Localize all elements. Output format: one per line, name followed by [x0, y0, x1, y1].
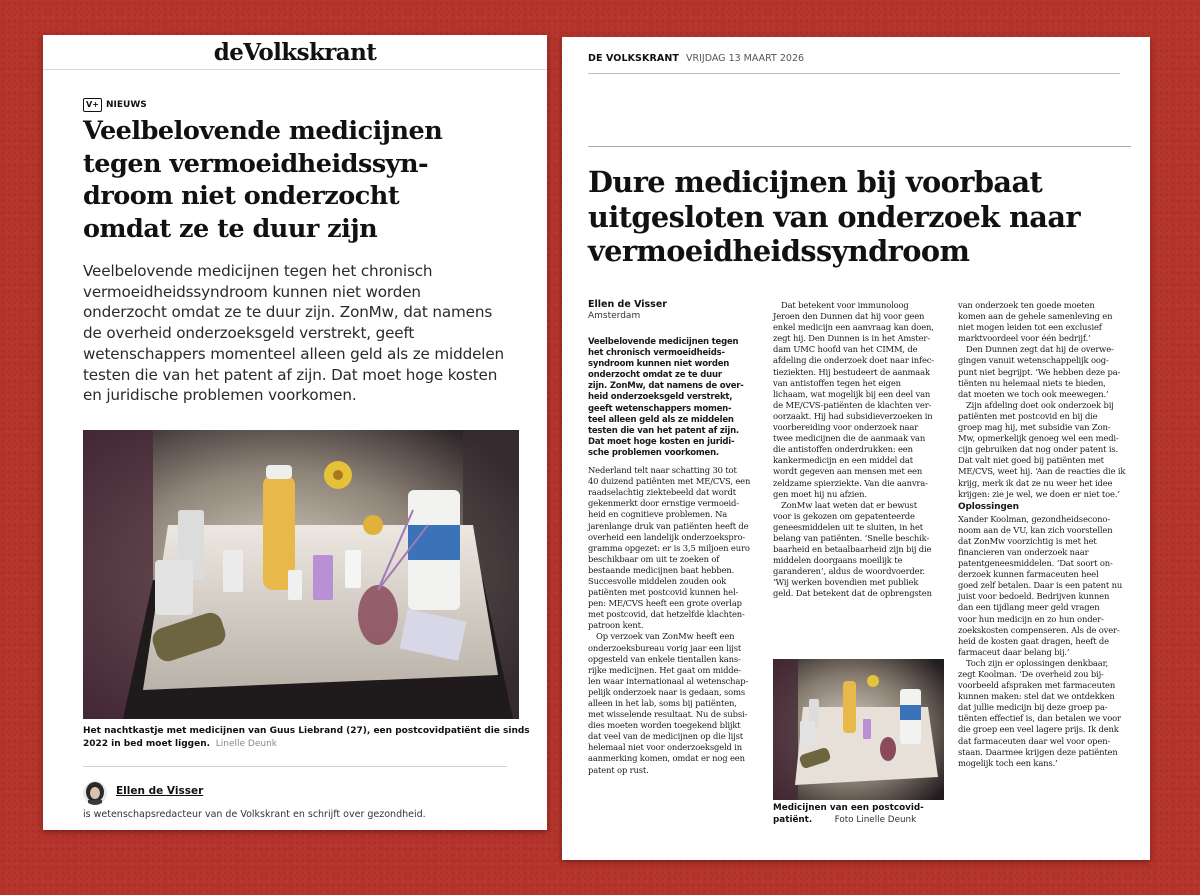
caption-text: Het nachtkastje met medicijnen van Guus Liebrand (27), een postcovidpatiënt die sinds — [83, 726, 530, 736]
text-line: kunnen maken: stel dat we ontdekken — [958, 691, 1115, 702]
text-line: overheid een landelijk onderzoekspro- — [588, 531, 746, 542]
text-line: geeft wetenschappers momen- — [588, 403, 732, 414]
byline-name: Ellen de Visser — [588, 299, 667, 310]
text-line: met postcovid, dat hetzelfde klachten- — [588, 609, 745, 620]
text-line: dat jullie medicijn bij deze groep pa- — [958, 702, 1108, 713]
text-line: dam UMC hoofd van het CIMM, de — [773, 344, 918, 355]
photo-caption — [83, 725, 543, 751]
text-line: aanmerking komen, omdat er nog een — [588, 753, 745, 764]
text-line: heid en cognitieve problemen. Na — [588, 509, 728, 520]
body-paragraph — [958, 300, 1136, 344]
byline-place: Amsterdam — [588, 311, 641, 321]
text-line: onderzoeksbureau vorig jaar een lijst — [588, 642, 742, 653]
headline-line: Dure medicijnen bij voorbaat — [588, 165, 1043, 199]
text-line: heid de kosten gaat dragen, heeft de — [958, 635, 1109, 646]
text-line: zijn. ZonMw, dat namens de over- — [588, 381, 744, 392]
text-line: testen die van het patent af zijn. — [588, 425, 739, 436]
text-line: garanderen’, aldus de woordvoerder. — [773, 566, 925, 577]
text-line: 40 duizend patiënten met ME/CVS, een — [588, 476, 751, 487]
subheading: Oplossingen — [958, 501, 1019, 512]
text-line: zegt hij. Den Dunnen is in het Amster- — [773, 333, 930, 344]
text-line: krijg, merk ik dat ze nu weer het idee — [958, 477, 1113, 488]
text-line: oorzaakt. Hij had subsidieverzoeken in — [773, 410, 933, 421]
text-line: voorbeeld afspraken met farmaceuten — [958, 680, 1116, 691]
text-line: van onderzoek ten goede moeten — [958, 300, 1095, 310]
headline-line: vermoeidheidssyndroom — [588, 234, 970, 268]
text-line: raadselachtig ziektebeeld dat wordt — [588, 487, 736, 498]
print-medicines-photo[interactable] — [773, 659, 944, 800]
text-line: zegt Koolman. ‘De overheid zou bij- — [958, 669, 1104, 679]
caption-credit: Linelle Deunk — [215, 739, 277, 749]
headline-line: tegen vermoeidheidssyn- — [83, 148, 429, 179]
article-headline — [83, 115, 543, 245]
text-line: opgesteld van enkele tientallen kans- — [588, 653, 741, 664]
text-line: gingen vanuit wetenschappelijk oog- — [958, 355, 1109, 366]
text-line: beschikbaar om uit te zoeken of — [588, 553, 720, 564]
text-line: teel alleen geld als ze middelen — [588, 414, 734, 425]
text-line: pelijk onderzoek naar is gedaan, soms — [588, 686, 746, 697]
intro-line: onderzocht omdat ze te duur zijn. ZonMw, dat namens — [83, 303, 493, 322]
body-paragraph — [773, 300, 951, 500]
text-line: Op verzoek van ZonMw heeft een — [596, 631, 735, 642]
text-line: die groep een veel lagere prijs. Ik denk — [958, 724, 1119, 735]
text-line: derzoek kunnen farmaceuten heel — [958, 569, 1099, 580]
text-line: rijke medicijnen. Het gaat om midde- — [588, 664, 741, 675]
caption-text: 2022 in bed moet liggen. — [83, 739, 211, 749]
text-line: juist voor bedoeld. Bedrijven kunnen — [958, 591, 1110, 602]
nightstand-medicines-photo[interactable] — [83, 430, 519, 719]
text-line: dan een tijdlang meer geld vragen — [958, 602, 1100, 613]
section-label[interactable]: NIEUWS — [106, 100, 147, 110]
author-avatar[interactable] — [83, 781, 107, 805]
text-line: Xander Koolman, gezondheidsecono- — [958, 513, 1110, 524]
text-line: patiënten met postcovid en bij die — [958, 410, 1098, 421]
body-paragraph — [588, 631, 766, 775]
body-paragraph — [773, 500, 951, 600]
column-2 — [773, 300, 951, 600]
text-line: patent op rust. — [588, 764, 649, 775]
text-line: dat moeten we toch ook meewegen.’ — [958, 388, 1109, 399]
intro-line: vermoeidheidssyndroom kunnen niet worden — [83, 282, 421, 301]
article-intro — [83, 261, 543, 406]
text-line: bestaande medicijnen baat hebben. — [588, 564, 735, 575]
text-line: zeldzame spierziekte. Van die aanvra- — [773, 477, 928, 488]
text-line: niet mogen leiden tot een exclusief — [958, 322, 1102, 333]
headline-line: omdat ze te duur zijn — [83, 213, 378, 244]
print-article-panel — [562, 37, 1150, 860]
paper-header — [588, 53, 804, 64]
text-line: dat farmaceuten daar wel voor open- — [958, 735, 1111, 746]
author-bio: is wetenschapsredacteur van de Volkskrant en schrijft over gezondheid. — [83, 809, 426, 820]
body-paragraph — [958, 658, 1136, 769]
text-line: Jeroen den Dunnen dat hij voor geen — [773, 311, 925, 322]
caption-line-2 — [773, 814, 951, 826]
body-paragraph — [958, 400, 1136, 500]
text-line: wordt gegeven aan mensen met een — [773, 466, 923, 477]
text-line: tiënten nu helemaal niets te bieden, — [958, 377, 1106, 388]
text-line: dat veel van de medicijnen op die lijst — [588, 731, 743, 742]
text-line: ‘Wij werken bovendien met publiek — [773, 577, 919, 588]
text-line: voor is gekozen om gepatenteerde — [773, 510, 915, 521]
text-line: pen: ME/CVS heeft een grote overlap — [588, 598, 742, 609]
text-line: patentgeneesmiddelen. ‘Dat soort on- — [958, 558, 1113, 569]
text-line: geneesmiddelen uit te sluiten, in het — [773, 521, 923, 532]
text-line: noom aan de VU, kan zich voorstellen — [958, 524, 1113, 535]
text-line: de ME/CVS-patiënten de klachten ver- — [773, 399, 932, 410]
vplus-badge-icon: V+ — [83, 98, 102, 112]
text-line: middelen doorgaans moeilijk te — [773, 555, 903, 566]
text-line: tieziekten. Hij bestudeert de aanmaak — [773, 366, 930, 377]
intro-line: testen die van het patent af zijn. Dat moet hoge kosten — [83, 365, 498, 384]
intro-line: wetenschappers momenteel alleen geld als ze middelen — [83, 344, 505, 363]
column-3 — [958, 300, 1136, 769]
caption-line-1 — [773, 802, 951, 814]
masthead-divider — [43, 69, 547, 70]
photo-credit: Foto Linelle Deunk — [834, 815, 917, 825]
text-line: helemaal niet voor onderzoeksgeld in — [588, 742, 743, 753]
headline-rule — [588, 146, 1131, 147]
text-line: kankermedicijn en een middel dat — [773, 455, 913, 466]
text-line: zoekskosten compenseren. Als de over- — [958, 624, 1120, 635]
text-line: financieren van onderzoek naar — [958, 546, 1089, 557]
text-line: lichaam, wat mogelijk bij een deel van — [773, 388, 931, 399]
text-line: gen moet hij nu afzien. — [773, 488, 867, 499]
caption-text: patiënt. — [773, 815, 813, 825]
masthead-logo[interactable]: deVolkskrant — [213, 39, 377, 66]
headline-line: Veelbelovende medicijnen — [83, 116, 443, 146]
author-divider — [83, 766, 507, 767]
text-line: Dat valt niet goed bij patiënten met — [958, 455, 1104, 466]
lead-paragraph — [588, 337, 766, 459]
text-line: van antistoffen tegen het eigen — [773, 377, 901, 388]
text-line: ZonMw laat weten dat er bewust — [781, 499, 917, 510]
text-line: farmaceut daar belang bij.’ — [958, 646, 1070, 657]
text-line: ME/CVS, weet hij. ‘Aan de reacties die ik — [958, 466, 1126, 477]
intro-line: Veelbelovende medicijnen tegen het chronisch — [83, 262, 433, 280]
text-line: punt niet begrijpt. ‘We hebben deze pa- — [958, 366, 1121, 377]
print-photo-caption — [773, 802, 951, 826]
text-line: voor hun medicijn en zo hun onder- — [958, 613, 1104, 624]
text-line: cijn gebruiken dat nog onder patent is. — [958, 444, 1119, 455]
text-line: afdeling die onderzoek doet naar infec- — [773, 355, 934, 366]
column-1 — [588, 337, 766, 776]
caption-text: Medicijnen van een postcovid- — [773, 803, 924, 813]
headline-line: uitgesloten van onderzoek naar — [588, 199, 1080, 234]
text-line: marktvoordeel voor één bedrijf.’ — [958, 333, 1091, 344]
website-article-panel — [43, 35, 547, 830]
print-headline — [588, 165, 1128, 269]
text-line: jarenlange druk van patiënten heeft de — [588, 520, 749, 531]
text-line: mogelijk toch een kans.’ — [958, 757, 1058, 768]
text-line: len waar internationaal al wetenschap- — [588, 675, 749, 686]
header-rule — [588, 73, 1120, 74]
text-line: patroon kent. — [588, 620, 644, 631]
body-paragraph — [588, 465, 766, 631]
caption-line-2 — [83, 738, 543, 751]
text-line: Dat moet hoge kosten en juridi- — [588, 436, 735, 447]
caption-line-1 — [83, 725, 543, 738]
text-line: Nederland telt naar schatting 30 tot — [588, 465, 737, 476]
text-line: dat ZonMw voorzichtig is met het — [958, 535, 1097, 546]
text-line: het chronisch vermoeidheids- — [588, 348, 725, 359]
text-line: goed zelf betalen. Daar is een patent nu — [958, 580, 1123, 591]
text-line: geld. Dat betekent dat de opbrengsten — [773, 588, 932, 599]
headline-line: droom niet onderzocht — [83, 181, 400, 211]
text-line: Dat betekent voor immunoloog — [781, 300, 909, 310]
text-line: sche problemen voorkomen. — [588, 447, 719, 458]
text-line: gramma opgezet: er is 3,5 miljoen euro — [588, 542, 750, 553]
author-name-link[interactable]: Ellen de Visser — [116, 785, 204, 797]
text-line: enkel medicijn een aanvraag kan doen, — [773, 322, 934, 333]
body-paragraph — [958, 344, 1136, 399]
text-line: gekenmerkt door ernstige vermoeid- — [588, 498, 739, 509]
text-line: groep mag hij, met subsidie van Zon- — [958, 422, 1111, 433]
text-line: Zijn afdeling doet ook onderzoek bij — [966, 399, 1114, 410]
text-line: Succesvolle middelen zouden ook — [588, 575, 727, 586]
text-line: Veelbelovende medicijnen tegen — [588, 337, 739, 347]
text-line: krijgen: zie je wel, we doen er niet toe.’ — [958, 488, 1120, 499]
text-line: syndroom kunnen niet worden — [588, 359, 730, 370]
body-paragraph — [958, 514, 1136, 658]
text-line: alleen in het lab, soms bij patiënten, — [588, 698, 737, 708]
text-line: Den Dunnen zegt dat hij de overwe- — [966, 344, 1114, 355]
intro-line: de overheid onderzoeksgeld verstrekt, geeft — [83, 324, 415, 343]
paper-date: VRIJDAG 13 MAART 2026 — [686, 53, 805, 64]
text-line: voorbereiding voor onderzoek naar — [773, 422, 919, 433]
text-line: belang van patiënten. ‘Snelle beschik- — [773, 532, 930, 543]
text-line: Toch zijn er oplossingen denkbaar, — [966, 657, 1109, 668]
paper-name: DE VOLKSKRANT — [588, 53, 679, 64]
text-line: patiënten met postcovid kunnen hel- — [588, 587, 739, 598]
text-line: komen aan de gehele samenleving en — [958, 311, 1113, 322]
text-line: dies moeten worden toegekend blijkt — [588, 720, 741, 731]
intro-line: en juridische problemen voorkomen. — [83, 386, 357, 405]
text-line: baarheid en betaalbaarheid zijn bij die — [773, 544, 932, 555]
text-line: onderzocht omdat ze te duur — [588, 370, 722, 381]
text-line: die antistoffen onderdrukken: een — [773, 444, 913, 455]
text-line: heid onderzoeksgeld verstrekt, — [588, 392, 733, 403]
text-line: met wisselende resultaat. Nu de subsi- — [588, 709, 748, 720]
text-line: twee medicijnen die de aanmaak van — [773, 433, 926, 444]
text-line: staan. Daarmee krijgen deze patiënten — [958, 746, 1118, 757]
text-line: tiënten effectief is, dan betalen we voor — [958, 713, 1121, 724]
text-line: Mw, opmerkelijk genoeg wel een medi- — [958, 433, 1119, 444]
